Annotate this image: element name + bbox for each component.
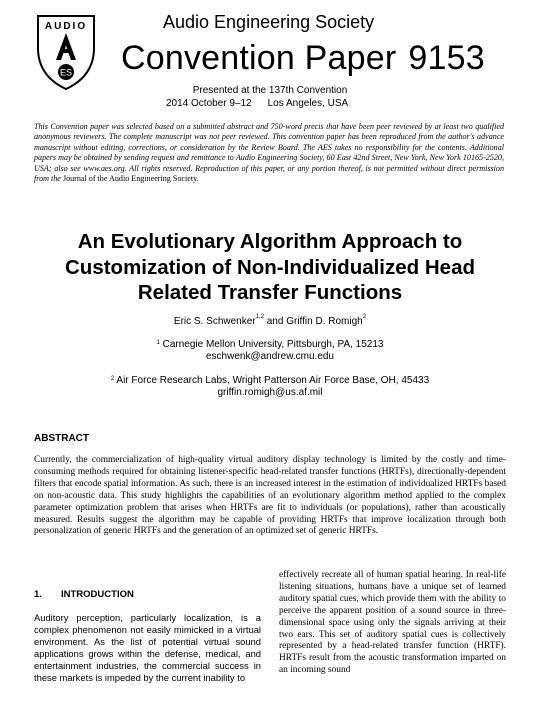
author-affiliation-mark: 2 xyxy=(362,314,367,320)
convention-dates: 2014 October 9–12 xyxy=(166,98,252,109)
society-name: Audio Engineering Society xyxy=(163,12,375,32)
author-joiner: and xyxy=(263,316,287,327)
affiliation-number: 2 xyxy=(110,376,115,382)
body-column-right: effectively recreate all of human spatial hearing. In real-life listening situations, humans have a unique set of learned auditory spatial cues, which provide them with the ability to perceive the apparent position of a sound source in three-dimensional space using only the signals arriving at their two ears. This set of auditory spatial cues is collectively represented by a head-related transfer function (HRTF). HRTFs result from the acoustic transformation imparted on an incoming sound xyxy=(279,570,506,676)
author-name: Griffin D. Romigh xyxy=(286,316,363,327)
presented-at: Presented at the 137th Convention xyxy=(192,85,348,96)
notice-text: This Convention paper was selected based on a submitted abstract and 750-word precis that have been peer reviewed by at least two qualified anonymous reviewers. The complete manuscript was not peer reviewed. This convention paper has been reproduced from the author's advance manuscript without editing, corrections, or consideration by the Review Board. The AES takes no responsibility for the contents. Additional papers may be obtained by sending request and remittance to Audio Engineering Society, 60 East 42nd Street, New York, New York 10165-2520, USA; also see www.aes.org. All rights reserved. Reproduction of this paper, or any portion thereof, is not permitted without direct permission from the xyxy=(34,122,504,184)
author-name: Eric S. Schwenker xyxy=(173,316,256,327)
affiliation xyxy=(0,375,540,399)
affiliation-name: Carnegie Mellon University, Pittsburgh, PA, 15213 xyxy=(159,339,384,350)
author-list xyxy=(0,316,540,327)
aes-shield-icon xyxy=(34,12,98,92)
body-column-left: Auditory perception, particularly localization, is a complex phenomenon not easily mimicked in a virtual environment. As the list of potential virtual sound applications grows within the defense, medical, and entertainment industries, the commercial success in these markets is impeded by the current inability to xyxy=(34,612,261,683)
paper-number: 9153 xyxy=(408,39,485,77)
affiliation-email: griffin.romigh@us.af.mil xyxy=(217,387,323,398)
section-heading xyxy=(34,589,134,600)
copyright-notice xyxy=(34,122,504,184)
aes-logo xyxy=(34,12,98,92)
section-number: 1. xyxy=(34,589,42,600)
author-affiliation-mark: 1,2 xyxy=(255,314,264,320)
notice-journal: Journal of the Audio Engineering Society. xyxy=(62,174,199,184)
affiliation-name: Air Force Research Labs, Wright Patterson Air Force Base, OH, 45433 xyxy=(114,375,430,386)
affiliation-email: eschwenk@andrew.cmu.edu xyxy=(206,351,334,362)
section-title: INTRODUCTION xyxy=(61,589,134,600)
logo-initials: ES xyxy=(59,67,73,78)
convention-paper-label: Convention Paper xyxy=(121,39,397,77)
convention-city: Los Angeles, USA xyxy=(267,98,349,109)
paper-title: An Evolutionary Algorithm Approach to Customization of Non-Individualized Head Related Transfer Functions xyxy=(65,230,475,304)
abstract-heading: ABSTRACT xyxy=(34,433,89,444)
dateline xyxy=(166,98,348,109)
logo-text: AUDIO xyxy=(44,21,88,32)
affiliation-number: 1 xyxy=(156,340,160,346)
affiliation xyxy=(0,339,540,363)
convention-paper-heading xyxy=(121,39,485,78)
abstract-body: Currently, the commercialization of high-quality virtual auditory display technology is limited by the costly and time-consuming methods required for obtaining listener-specific head-related transfer functions (HRTFs), directionally-dependent filters that encode spatial information. As such, there is an increased interest in the estimation of individualized HRTFs based on non-acoustic data. This study highlights the capabilities of an evolutionary algorithm method applied to the complex parameter optimization problem that arises when HRTFs are fit to individuals (or populations), rather than acoustically measured. Results suggest the algorithm may be capable of providing HRTFs that improve localization through both personalization of generic HRTFs and the generation of an optimized set of generic HRTFs. xyxy=(34,455,506,537)
